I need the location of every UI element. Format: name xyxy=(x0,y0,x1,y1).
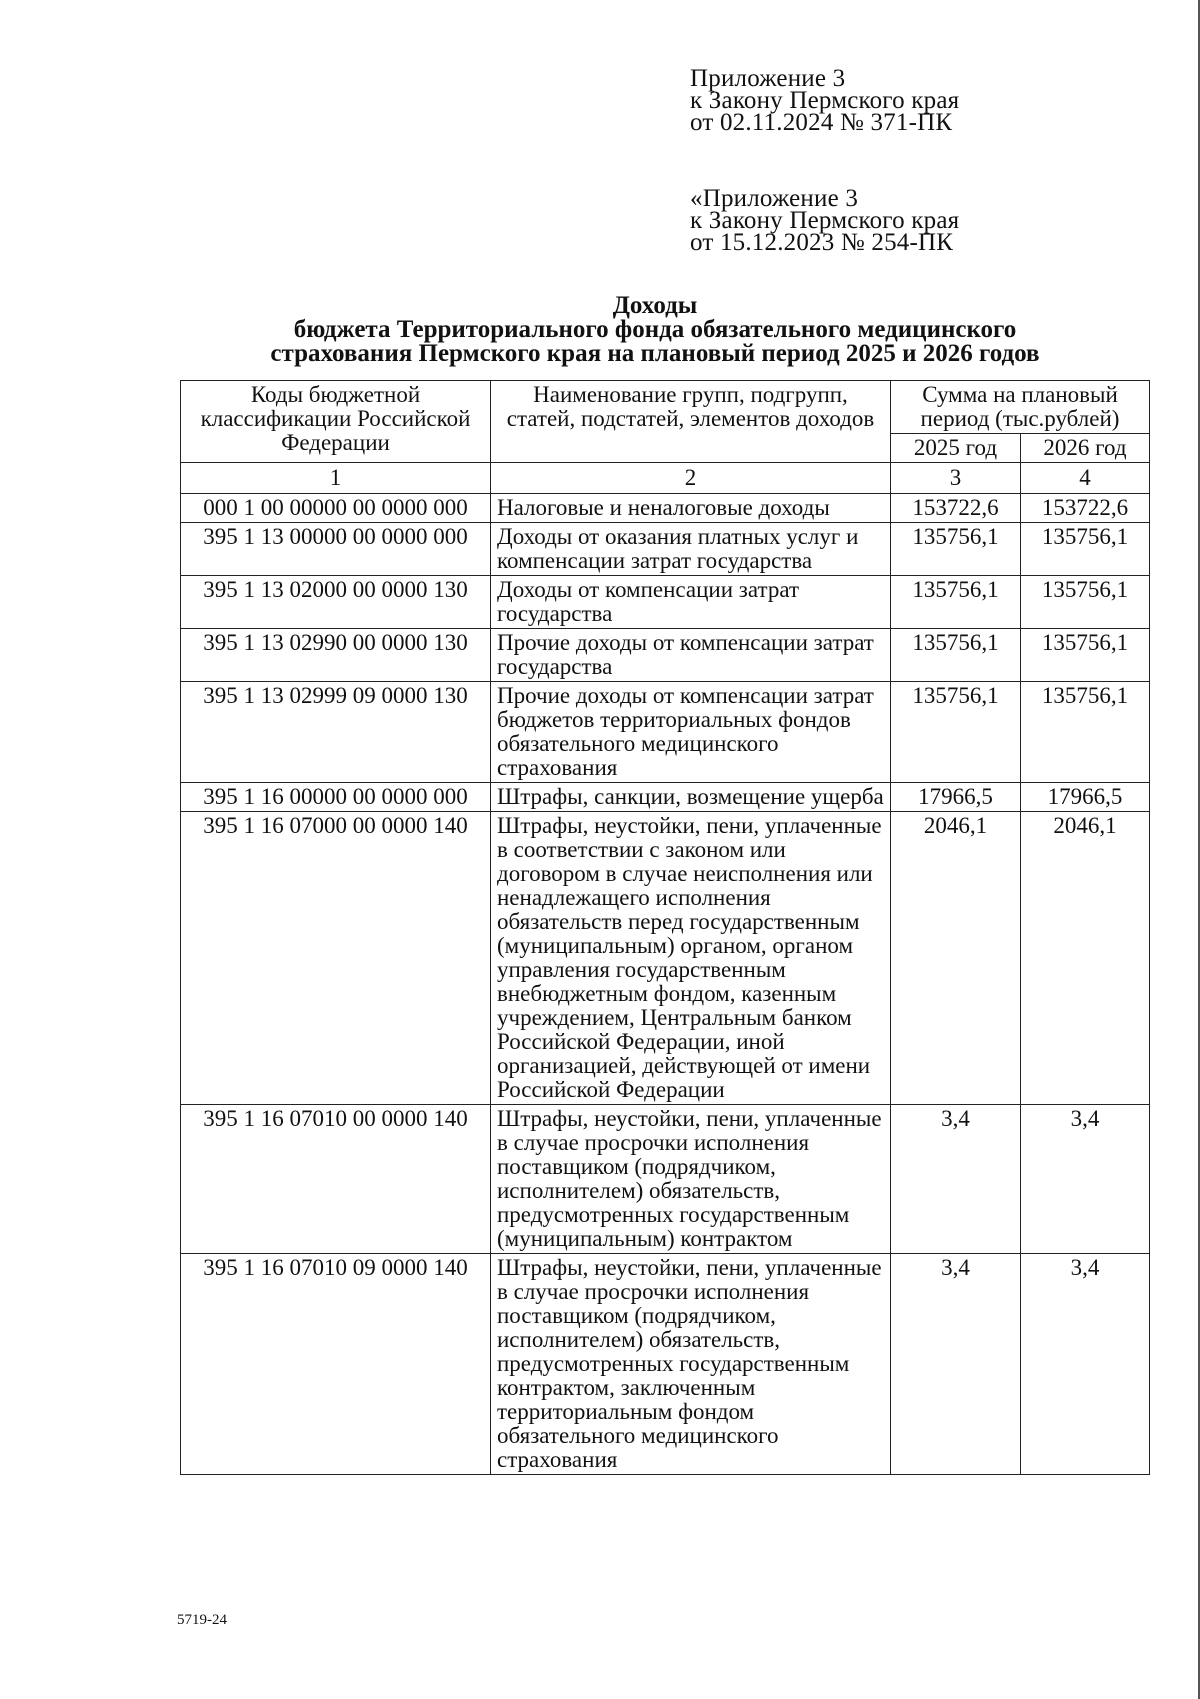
appendix-original-line1: «Приложение 3 xyxy=(690,185,859,212)
appendix-current-line2: к Закону Пермского края xyxy=(690,87,960,114)
appendix-current-line1: Приложение 3 xyxy=(690,65,846,92)
table-row xyxy=(181,629,1150,682)
column-number: 4 xyxy=(1021,463,1150,494)
row-value-2026: 3,4 xyxy=(1021,1105,1150,1254)
column-number: 1 xyxy=(181,463,491,494)
row-code: 000 1 00 00000 00 0000 000 xyxy=(181,494,491,523)
row-code: 395 1 16 00000 00 0000 000 xyxy=(181,783,491,812)
title-line1: Доходы xyxy=(612,292,698,319)
header-year-2025: 2025 год xyxy=(891,434,1021,463)
table-header-row xyxy=(181,381,1150,434)
header-sum: Сумма на плановый период (тыс.рублей) xyxy=(891,381,1150,434)
row-value-2025: 3,4 xyxy=(891,1254,1021,1475)
row-name: Штрафы, неустойки, пени, уплаченные в случае просрочки исполнения поставщиком (подрядчиком, исполнителем) обязательств, предусмотренных государственным контрактом, заключенным территориальным фондом обязательного медицинского страхования xyxy=(491,1254,891,1475)
header-codes: Коды бюджетной классификации Российской Федерации xyxy=(181,381,491,463)
row-value-2025: 135756,1 xyxy=(891,523,1021,576)
row-value-2025: 135756,1 xyxy=(891,682,1021,783)
appendix-current-reference xyxy=(690,65,960,136)
row-value-2026: 135756,1 xyxy=(1021,523,1150,576)
table-row xyxy=(181,576,1150,629)
row-value-2026: 135756,1 xyxy=(1021,576,1150,629)
table-row xyxy=(181,494,1150,523)
row-code: 395 1 13 02999 09 0000 130 xyxy=(181,682,491,783)
appendix-original-line3: от 15.12.2023 № 254-ПК xyxy=(690,229,954,256)
title-line2: бюджета Территориального фонда обязательного медицинского xyxy=(293,316,1017,343)
title-line3: страхования Пермского края на плановый период 2025 и 2026 годов xyxy=(270,340,1040,367)
column-number: 2 xyxy=(491,463,891,494)
row-value-2026: 2046,1 xyxy=(1021,812,1150,1105)
row-code: 395 1 13 02000 00 0000 130 xyxy=(181,576,491,629)
row-code: 395 1 16 07010 00 0000 140 xyxy=(181,1105,491,1254)
row-name: Штрафы, санкции, возмещение ущерба xyxy=(491,783,891,812)
header-year-2026: 2026 год xyxy=(1021,434,1150,463)
header-name: Наименование групп, подгрупп, статей, подстатей, элементов доходов xyxy=(491,381,891,463)
table-row xyxy=(181,523,1150,576)
row-value-2025: 3,4 xyxy=(891,1105,1021,1254)
row-value-2025: 135756,1 xyxy=(891,629,1021,682)
row-name: Штрафы, неустойки, пени, уплаченные в случае просрочки исполнения поставщиком (подрядчиком, исполнителем) обязательств, предусмотренных государственным (муниципальным) контрактом xyxy=(491,1105,891,1254)
row-value-2026: 3,4 xyxy=(1021,1254,1150,1475)
row-code: 395 1 13 00000 00 0000 000 xyxy=(181,523,491,576)
row-code: 395 1 16 07010 09 0000 140 xyxy=(181,1254,491,1475)
row-value-2025: 2046,1 xyxy=(891,812,1021,1105)
row-name: Штрафы, неустойки, пени, уплаченные в соответствии с законом или договором в случае неисполнения или ненадлежащего исполнения обязательств перед государственным (муниципальным) органом, органом управления государственным внебюджетным фондом, казенным учреждением, Центральным банком Российской Федерации, иной организацией, действующей от имени Российской Федерации xyxy=(491,812,891,1105)
row-value-2026: 135756,1 xyxy=(1021,682,1150,783)
appendix-original-line2: к Закону Пермского края xyxy=(690,207,960,234)
table-row xyxy=(181,812,1150,1105)
row-name: Налоговые и неналоговые доходы xyxy=(491,494,891,523)
row-name: Доходы от компенсации затрат государства xyxy=(491,576,891,629)
table-row xyxy=(181,1105,1150,1254)
row-name: Прочие доходы от компенсации затрат государства xyxy=(491,629,891,682)
row-name: Доходы от оказания платных услуг и компенсации затрат государства xyxy=(491,523,891,576)
row-name: Прочие доходы от компенсации затрат бюджетов территориальных фондов обязательного медицинского страхования xyxy=(491,682,891,783)
table-row xyxy=(181,783,1150,812)
row-value-2025: 153722,6 xyxy=(891,494,1021,523)
row-value-2025: 17966,5 xyxy=(891,783,1021,812)
row-code: 395 1 13 02990 00 0000 130 xyxy=(181,629,491,682)
row-value-2026: 153722,6 xyxy=(1021,494,1150,523)
row-code: 395 1 16 07000 00 0000 140 xyxy=(181,812,491,1105)
row-value-2025: 135756,1 xyxy=(891,576,1021,629)
document-footer-code: 5719-24 xyxy=(177,1612,227,1628)
table-row xyxy=(181,1254,1150,1475)
column-number: 3 xyxy=(891,463,1021,494)
row-value-2026: 17966,5 xyxy=(1021,783,1150,812)
column-numbers-row xyxy=(181,463,1150,494)
table-row xyxy=(181,682,1150,783)
appendix-original-reference xyxy=(690,185,960,256)
appendix-current-line3: от 02.11.2024 № 371-ПК xyxy=(690,109,953,136)
revenue-table xyxy=(180,380,1150,1475)
row-value-2026: 135756,1 xyxy=(1021,629,1150,682)
document-title xyxy=(180,294,1130,366)
